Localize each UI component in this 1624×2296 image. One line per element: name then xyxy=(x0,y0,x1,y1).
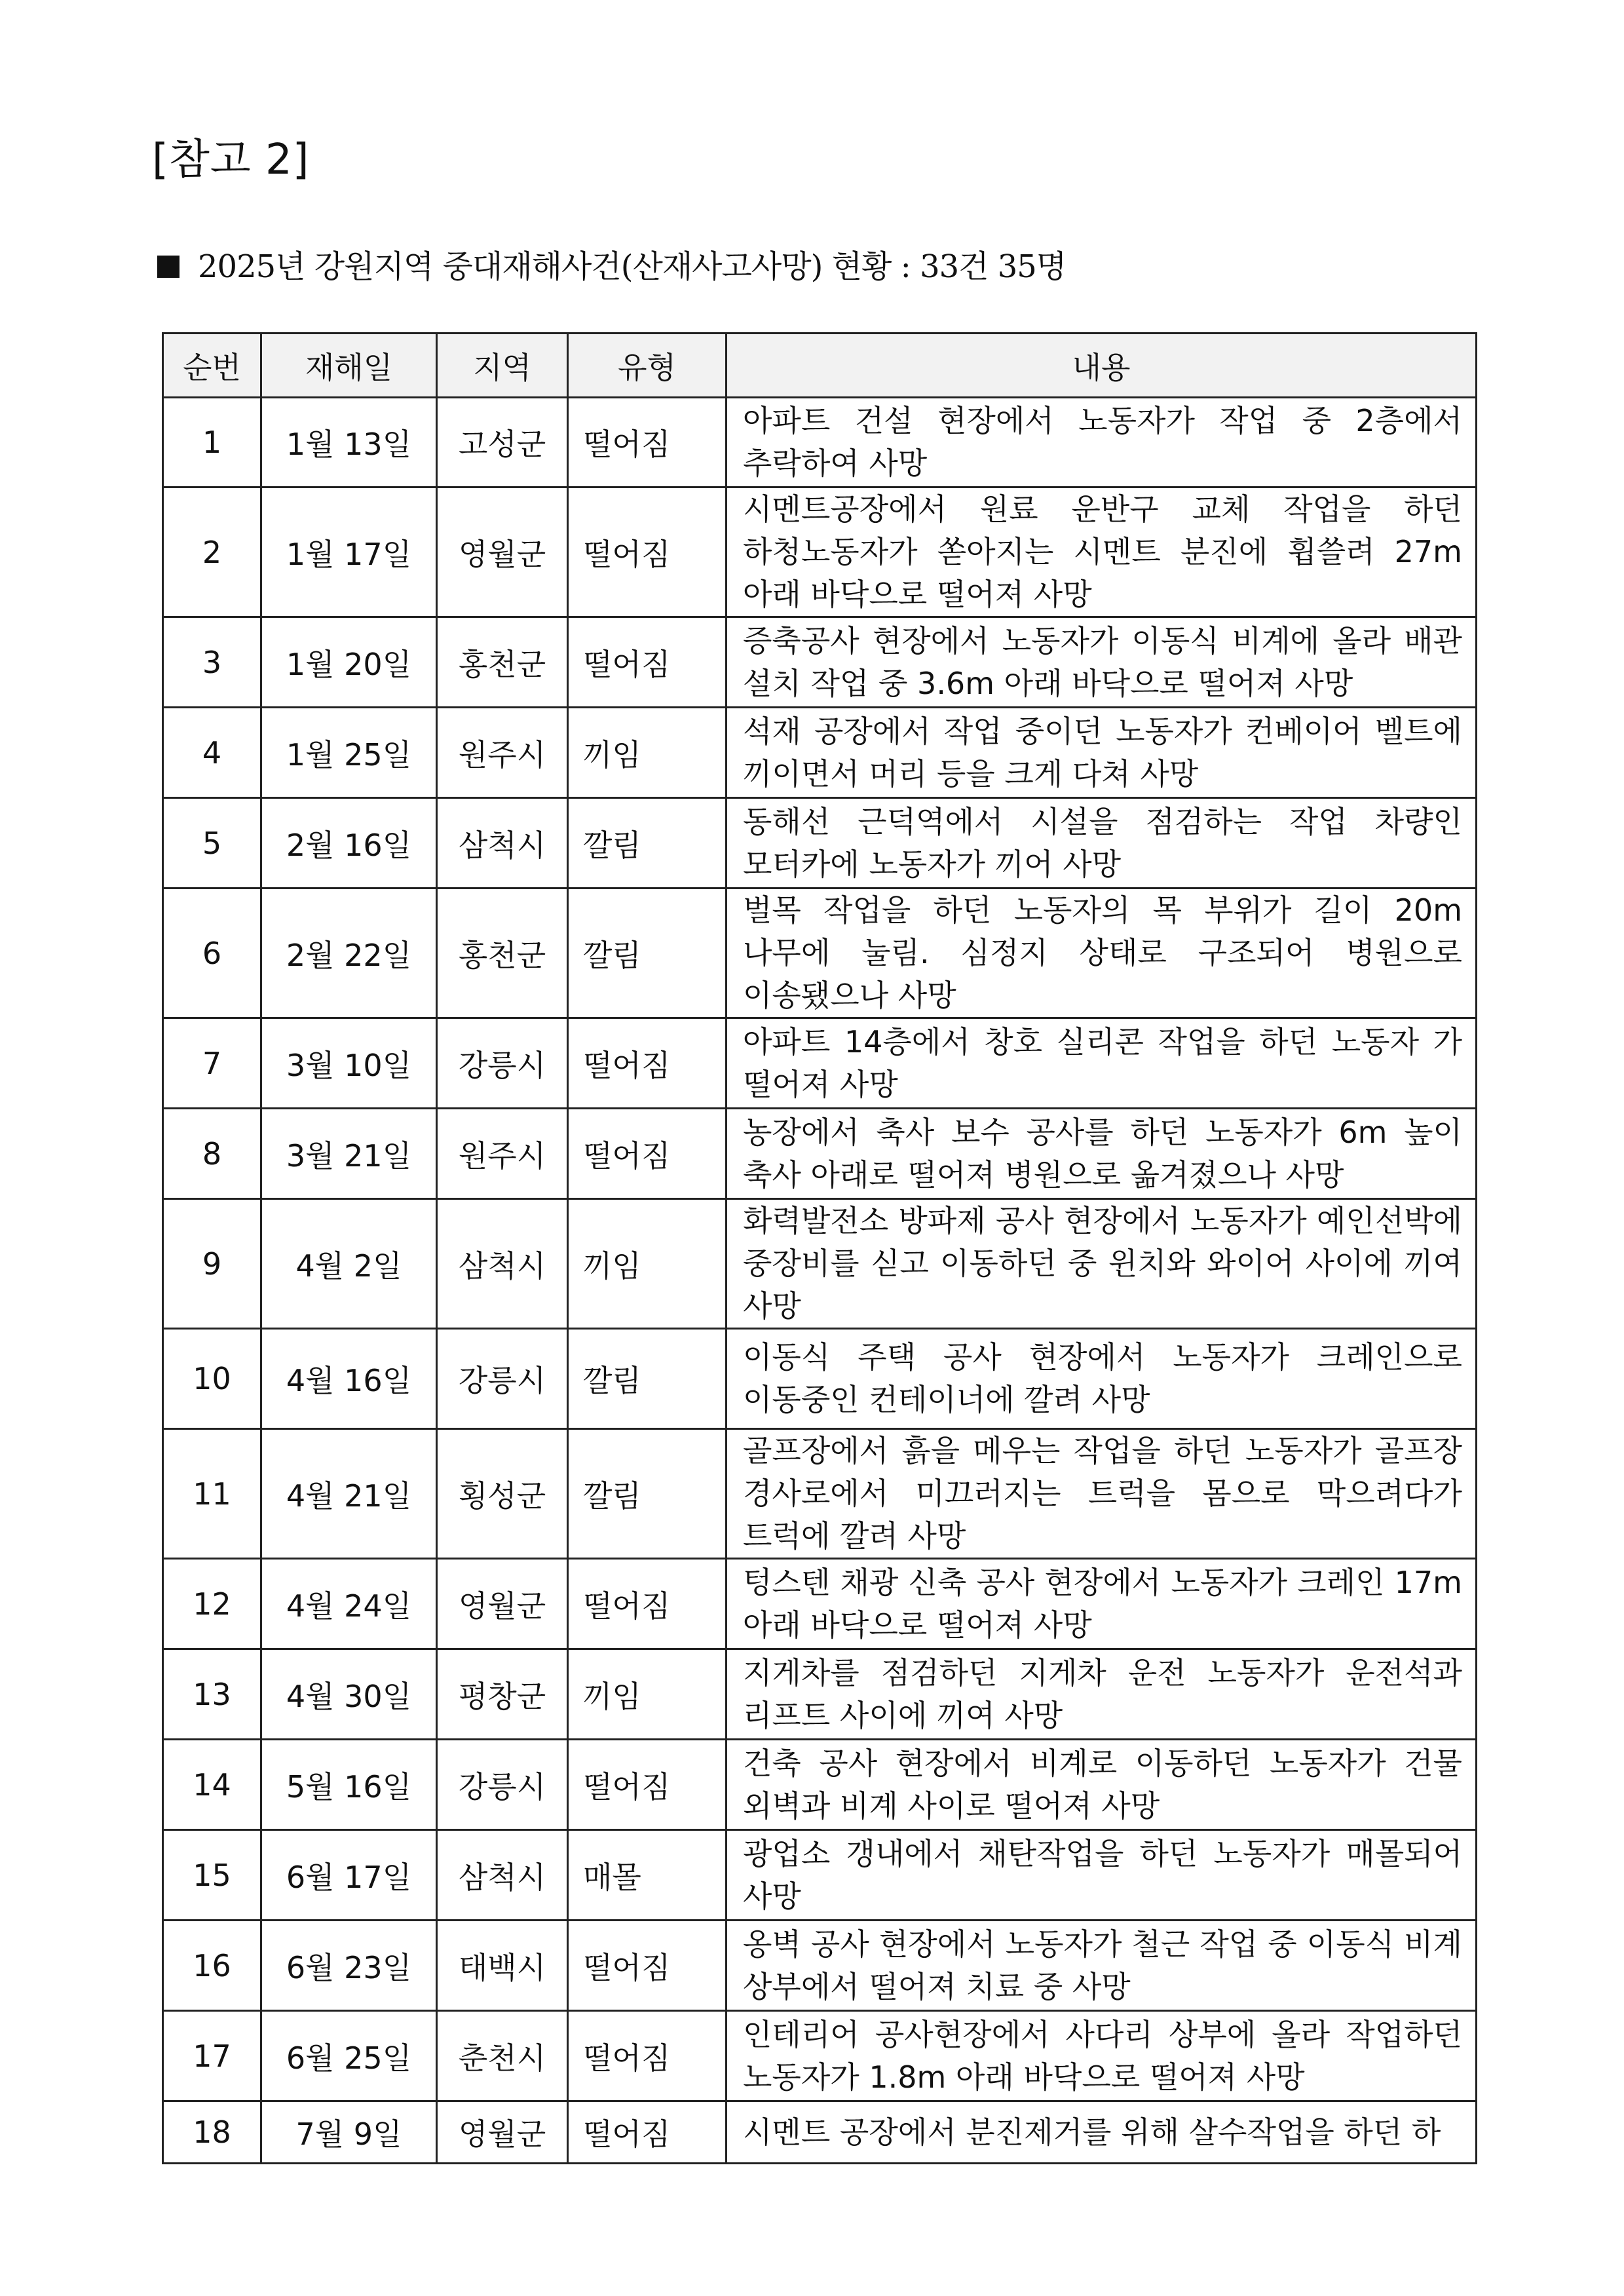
cell-region: 태백시 xyxy=(437,1921,568,2011)
cell-no: 17 xyxy=(163,2011,261,2101)
cell-no: 5 xyxy=(163,798,261,889)
cell-content: 화력발전소 방파제 공사 현장에서 노동자가 예인선박에 중장비를 싣고 이동하던 중 윈치와 와이어 사이에 끼여 사망 xyxy=(727,1199,1477,1329)
cell-type: 매몰 xyxy=(568,1830,727,1921)
table-row xyxy=(163,2101,1477,2164)
cell-date: 1월 13일 xyxy=(261,398,437,488)
cell-no: 7 xyxy=(163,1018,261,1109)
cell-type: 깔림 xyxy=(568,889,727,1018)
cell-no: 4 xyxy=(163,708,261,798)
cell-date: 1월 25일 xyxy=(261,708,437,798)
cell-no: 18 xyxy=(163,2101,261,2164)
cell-date: 6월 23일 xyxy=(261,1921,437,2011)
cell-content: 지게차를 점검하던 지게차 운전 노동자가 운전석과 리프트 사이에 끼여 사망 xyxy=(727,1649,1477,1740)
cell-no: 10 xyxy=(163,1329,261,1429)
header-date: 재해일 xyxy=(261,334,437,398)
cell-region: 영월군 xyxy=(437,2101,568,2164)
cell-type: 떨어짐 xyxy=(568,1559,727,1649)
cell-content: 증축공사 현장에서 노동자가 이동식 비계에 올라 배관 설치 작업 중 3.6m 아래 바닥으로 떨어져 사망 xyxy=(727,617,1477,708)
cell-date: 5월 16일 xyxy=(261,1740,437,1830)
cell-region: 영월군 xyxy=(437,488,568,617)
cell-date: 4월 30일 xyxy=(261,1649,437,1740)
cell-no: 9 xyxy=(163,1199,261,1329)
cell-type: 떨어짐 xyxy=(568,398,727,488)
header-content: 내용 xyxy=(727,334,1477,398)
cell-date: 1월 17일 xyxy=(261,488,437,617)
cell-type: 깔림 xyxy=(568,798,727,889)
cell-region: 삼척시 xyxy=(437,798,568,889)
cell-no: 13 xyxy=(163,1649,261,1740)
cell-date: 6월 25일 xyxy=(261,2011,437,2101)
cell-content: 골프장에서 흙을 메우는 작업을 하던 노동자가 골프장 경사로에서 미끄러지는 트럭을 몸으로 막으려다가 트럭에 깔려 사망 xyxy=(727,1429,1477,1559)
cell-type: 떨어짐 xyxy=(568,1921,727,2011)
table-row xyxy=(163,1109,1477,1199)
table-row xyxy=(163,398,1477,488)
cell-type: 떨어짐 xyxy=(568,1018,727,1109)
cell-date: 4월 21일 xyxy=(261,1429,437,1559)
cell-content: 농장에서 축사 보수 공사를 하던 노동자가 6m 높이 축사 아래로 떨어져 병원으로 옮겨졌으나 사망 xyxy=(727,1109,1477,1199)
cell-no: 14 xyxy=(163,1740,261,1830)
table-row xyxy=(163,1649,1477,1740)
section-title xyxy=(157,248,1067,285)
incident-table xyxy=(162,332,1477,2164)
cell-no: 1 xyxy=(163,398,261,488)
cell-content: 동해선 근덕역에서 시설을 점검하는 작업 차량인 모터카에 노동자가 끼어 사망 xyxy=(727,798,1477,889)
cell-date: 3월 10일 xyxy=(261,1018,437,1109)
cell-no: 6 xyxy=(163,889,261,1018)
cell-date: 6월 17일 xyxy=(261,1830,437,1921)
cell-region: 횡성군 xyxy=(437,1429,568,1559)
cell-region: 고성군 xyxy=(437,398,568,488)
cell-region: 영월군 xyxy=(437,1559,568,1649)
cell-content: 이동식 주택 공사 현장에서 노동자가 크레인으로 이동중인 컨테이너에 깔려 사망 xyxy=(727,1329,1477,1429)
cell-date: 2월 16일 xyxy=(261,798,437,889)
header-no: 순번 xyxy=(163,334,261,398)
cell-content: 광업소 갱내에서 채탄작업을 하던 노동자가 매몰되어 사망 xyxy=(727,1830,1477,1921)
table-row xyxy=(163,488,1477,617)
cell-region: 춘천시 xyxy=(437,2011,568,2101)
table-row xyxy=(163,1921,1477,2011)
cell-no: 16 xyxy=(163,1921,261,2011)
cell-region: 삼척시 xyxy=(437,1830,568,1921)
cell-date: 4월 16일 xyxy=(261,1329,437,1429)
cell-region: 강릉시 xyxy=(437,1018,568,1109)
cell-content: 벌목 작업을 하던 노동자의 목 부위가 길이 20m 나무에 눌림. 심정지 상태로 구조되어 병원으로 이송됐으나 사망 xyxy=(727,889,1477,1018)
table-row xyxy=(163,708,1477,798)
cell-type: 끼임 xyxy=(568,708,727,798)
cell-type: 끼임 xyxy=(568,1199,727,1329)
cell-content: 건축 공사 현장에서 비계로 이동하던 노동자가 건물 외벽과 비계 사이로 떨어져 사망 xyxy=(727,1740,1477,1830)
cell-content: 석재 공장에서 작업 중이던 노동자가 컨베이어 벨트에 끼이면서 머리 등을 크게 다쳐 사망 xyxy=(727,708,1477,798)
table-row xyxy=(163,1740,1477,1830)
table-row xyxy=(163,1559,1477,1649)
cell-type: 떨어짐 xyxy=(568,1740,727,1830)
cell-no: 12 xyxy=(163,1559,261,1649)
cell-date: 2월 22일 xyxy=(261,889,437,1018)
cell-no: 8 xyxy=(163,1109,261,1199)
cell-type: 떨어짐 xyxy=(568,2011,727,2101)
table-row xyxy=(163,1329,1477,1429)
cell-type: 깔림 xyxy=(568,1329,727,1429)
cell-content: 아파트 건설 현장에서 노동자가 작업 중 2층에서 추락하여 사망 xyxy=(727,398,1477,488)
cell-content: 시멘트 공장에서 분진제거를 위해 살수작업을 하던 하 xyxy=(727,2101,1477,2164)
table-row xyxy=(163,798,1477,889)
cell-type: 떨어짐 xyxy=(568,617,727,708)
table-row xyxy=(163,2011,1477,2101)
cell-region: 강릉시 xyxy=(437,1329,568,1429)
table-header-row xyxy=(163,334,1477,398)
header-type: 유형 xyxy=(568,334,727,398)
cell-region: 원주시 xyxy=(437,708,568,798)
table-row xyxy=(163,889,1477,1018)
cell-region: 홍천군 xyxy=(437,889,568,1018)
cell-content: 아파트 14층에서 창호 실리콘 작업을 하던 노동자 가 떨어져 사망 xyxy=(727,1018,1477,1109)
cell-content: 옹벽 공사 현장에서 노동자가 철근 작업 중 이동식 비계 상부에서 떨어져 치료 중 사망 xyxy=(727,1921,1477,2011)
cell-region: 삼척시 xyxy=(437,1199,568,1329)
cell-type: 떨어짐 xyxy=(568,2101,727,2164)
table-row xyxy=(163,1199,1477,1329)
cell-date: 1월 20일 xyxy=(261,617,437,708)
cell-no: 3 xyxy=(163,617,261,708)
cell-region: 홍천군 xyxy=(437,617,568,708)
cell-date: 4월 2일 xyxy=(261,1199,437,1329)
cell-no: 2 xyxy=(163,488,261,617)
cell-type: 떨어짐 xyxy=(568,488,727,617)
cell-type: 끼임 xyxy=(568,1649,727,1740)
cell-content: 시멘트공장에서 원료 운반구 교체 작업을 하던 하청노동자가 쏟아지는 시멘트 분진에 휩쓸려 27m 아래 바닥으로 떨어져 사망 xyxy=(727,488,1477,617)
cell-date: 3월 21일 xyxy=(261,1109,437,1199)
reference-heading: [참고 2] xyxy=(152,136,310,184)
cell-content: 인테리어 공사현장에서 사다리 상부에 올라 작업하던 노동자가 1.8m 아래 바닥으로 떨어져 사망 xyxy=(727,2011,1477,2101)
header-region: 지역 xyxy=(437,334,568,398)
section-title-text: 2025년 강원지역 중대재해사건(산재사고사망) 현황 : 33건 35명 xyxy=(198,248,1067,285)
square-bullet-icon xyxy=(157,256,179,278)
cell-region: 평창군 xyxy=(437,1649,568,1740)
cell-type: 떨어짐 xyxy=(568,1109,727,1199)
cell-date: 4월 24일 xyxy=(261,1559,437,1649)
table-row xyxy=(163,617,1477,708)
cell-region: 강릉시 xyxy=(437,1740,568,1830)
cell-no: 11 xyxy=(163,1429,261,1559)
cell-content: 텅스텐 채광 신축 공사 현장에서 노동자가 크레인 17m 아래 바닥으로 떨어져 사망 xyxy=(727,1559,1477,1649)
cell-region: 원주시 xyxy=(437,1109,568,1199)
table-row xyxy=(163,1018,1477,1109)
table-row xyxy=(163,1429,1477,1559)
cell-type: 깔림 xyxy=(568,1429,727,1559)
cell-no: 15 xyxy=(163,1830,261,1921)
cell-date: 7월 9일 xyxy=(261,2101,437,2164)
table-row xyxy=(163,1830,1477,1921)
